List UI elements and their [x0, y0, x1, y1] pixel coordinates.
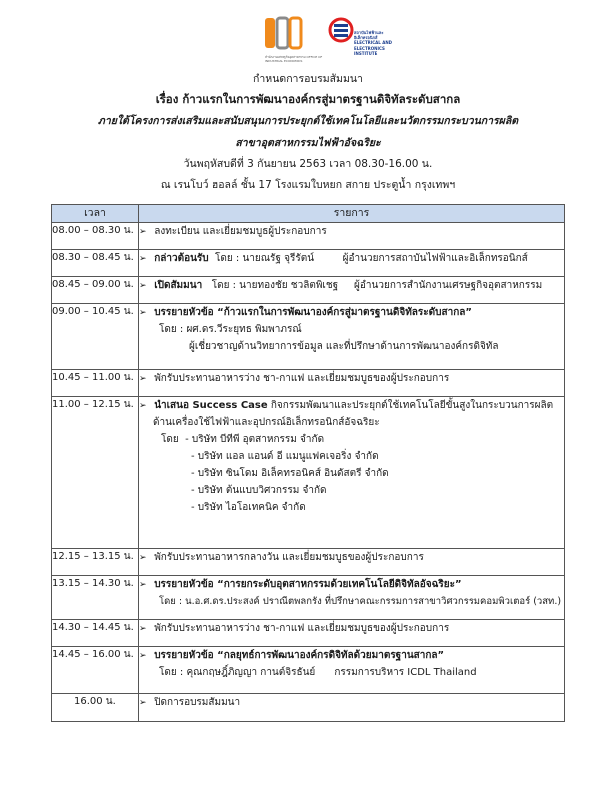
column-header-item: รายการ [139, 205, 565, 223]
arrow-icon: ➢ [139, 308, 147, 318]
project-line: ภายใต้โครงการส่งเสริมและสนับสนุนการประยุกต์ใช้เทคโนโลยีและนวัตกรรมกระบวนการผลิต [97, 115, 519, 127]
agenda-item [139, 277, 565, 304]
agenda-time: 11.00 – 12.15 น. [52, 397, 139, 549]
agenda-table [51, 204, 565, 722]
item-by: โดย [161, 434, 179, 445]
agenda-time: 14.30 – 14.45 น. [52, 620, 139, 647]
agenda-row [52, 549, 565, 576]
eei-logo [328, 16, 398, 68]
company-item: - บริษัท ไอโอเทคนิค จำกัด [191, 502, 306, 513]
item-speaker: โดย : นายทองชัย ชวลิตพิเชฐ [211, 280, 339, 291]
agenda-time: 16.00 น. [52, 694, 139, 722]
item-role: ผู้อำนวยการสถาบันไฟฟ้าและอิเล็กทรอนิกส์ [342, 253, 528, 264]
arrow-icon: ➢ [139, 401, 147, 411]
eei-logo-caption: สถาบันไฟฟ้าและอิเล็กทรอนิกส์ ELECTRICAL AND ELECTRONICS INSTITUTE [354, 30, 392, 56]
page-title: เรื่อง ก้าวแรกในการพัฒนาองค์กรสู่มาตรฐานดิจิทัลระดับสากล [155, 92, 461, 106]
eei-logo-mark [328, 16, 354, 46]
agenda-item [139, 620, 565, 647]
item-role: ผู้อำนวยการสำนักงานเศรษฐกิจอุตสาหกรรม [354, 280, 543, 291]
agenda-time: 10.45 – 11.00 น. [52, 370, 139, 397]
agenda-time: 13.15 – 14.30 น. [52, 576, 139, 620]
arrow-icon: ➢ [139, 553, 147, 563]
agenda-row [52, 694, 565, 722]
agenda-row [52, 397, 565, 549]
arrow-icon: ➢ [139, 580, 147, 590]
arrow-icon: ➢ [139, 227, 147, 237]
agenda-item [139, 647, 565, 694]
agenda-item [139, 304, 565, 370]
oie-logo [263, 16, 325, 68]
arrow-icon: ➢ [139, 374, 147, 384]
company-item: - บริษัท ต้นแบบวิศวกรรม จำกัด [191, 485, 327, 496]
item-speaker: โดย : ผศ.ดร.วีระยุทธ พิมพาภรณ์ [159, 324, 302, 335]
item-text: พักรับประทานอาหารกลางวัน และเยี่ยมชมบูธของผู้ประกอบการ [154, 552, 424, 563]
agenda-time: 08.30 – 08.45 น. [52, 250, 139, 277]
arrow-icon: ➢ [139, 698, 147, 708]
agenda-time: 12.15 – 13.15 น. [52, 549, 139, 576]
logo-bar [0, 14, 616, 72]
oie-logo-caption: สำนักงานเศรษฐกิจอุตสาหกรรม OFFICE OF INDUSTRIAL ECONOMICS [265, 55, 323, 63]
agenda-row [52, 620, 565, 647]
event-venue: ณ เรนโบว์ ฮอลล์ ชั้น 17 โรงแรมใบหยก สกาย ประตูน้ำ กรุงเทพฯ [160, 179, 456, 191]
sector-line: สาขาอุตสาหกรรมไฟฟ้าอัจฉริยะ [235, 137, 381, 149]
agenda-row [52, 304, 565, 370]
arrow-icon: ➢ [139, 624, 147, 634]
item-bold: บรรยายหัวข้อ “การยกระดับอุตสาหกรรมด้วยเทคโนโลยีดิจิทัลอัจฉริยะ” [154, 579, 462, 590]
agenda-item [139, 576, 565, 620]
company-item: - บริษัท บีทีพี อุตสาหกรรม จำกัด [185, 434, 325, 445]
agenda-row [52, 576, 565, 620]
agenda-row [52, 647, 565, 694]
agenda-item [139, 223, 565, 250]
arrow-icon: ➢ [139, 281, 147, 291]
item-text: พักรับประทานอาหารว่าง ชา-กาแฟ และเยี่ยมชมบูธของผู้ประกอบการ [154, 623, 450, 634]
company-item: - บริษัท ซินโดม อิเล็คทรอนิคส์ อินดัสตรี จำกัด [191, 468, 389, 479]
agenda-row [52, 250, 565, 277]
item-speaker: โดย : คุณกฤษฎิ์ภิญญา กานต์จิรธันย์ [159, 667, 316, 678]
arrow-icon: ➢ [139, 651, 147, 661]
arrow-icon: ➢ [139, 254, 147, 264]
oie-logo-mark [263, 16, 303, 52]
item-bold: นำเสนอ Success Case [154, 400, 268, 411]
item-speaker: โดย : นายณรัฐ จุรีรัตน์ [215, 253, 315, 264]
agenda-time: 14.45 – 16.00 น. [52, 647, 139, 694]
column-header-time: เวลา [52, 205, 139, 223]
item-role: กรรมการบริหาร ICDL Thailand [334, 667, 477, 678]
agenda-row [52, 277, 565, 304]
agenda-item [139, 397, 565, 549]
item-text: พักรับประทานอาหารว่าง ชา-กาแฟ และเยี่ยมชมบูธของผู้ประกอบการ [154, 373, 450, 384]
agenda-time: 08.00 – 08.30 น. [52, 223, 139, 250]
item-text-cont: ด้านเครื่องใช้ไฟฟ้าและอุปกรณ์อิเล็กทรอนิกส์อัจฉริยะ [153, 417, 380, 428]
agenda-header-row [52, 205, 565, 223]
agenda-item [139, 370, 565, 397]
schedule-label: กำหนดการอบรมสัมมนา [253, 73, 363, 85]
item-bold: บรรยายหัวข้อ “กลยุทธ์การพัฒนาองค์กรดิจิทัลด้วยมาตรฐานสากล” [154, 650, 445, 661]
event-date: วันพฤหัสบดีที่ 3 กันยายน 2563 เวลา 08.30-16.00 น. [183, 158, 433, 170]
agenda-item [139, 250, 565, 277]
item-role: ผู้เชี่ยวชาญด้านวิทยาการข้อมูล และที่ปรึกษาด้านการพัฒนาองค์กรดิจิทัล [189, 341, 499, 352]
item-text: ปิดการอบรมสัมมนา [154, 697, 241, 708]
item-text: ลงทะเบียน และเยี่ยมชมบูธผู้ประกอบการ [154, 226, 327, 237]
agenda-time: 08.45 – 09.00 น. [52, 277, 139, 304]
agenda-item [139, 694, 565, 722]
agenda-row [52, 223, 565, 250]
document-header [0, 70, 616, 196]
agenda-item [139, 549, 565, 576]
agenda-time: 09.00 – 10.45 น. [52, 304, 139, 370]
item-bold: เปิดสัมมนา [154, 280, 203, 291]
agenda-row [52, 370, 565, 397]
company-item: - บริษัท แอล แอนด์ อี แมนูแฟคเจอริ่ง จำกัด [191, 451, 379, 462]
item-bold: บรรยายหัวข้อ “ก้าวแรกในการพัฒนาองค์กรสู่มาตรฐานดิจิทัลระดับสากล” [154, 307, 472, 318]
item-speaker: โดย : น.อ.ศ.ดร.ประสงค์ ปราณีตพลกรัง ที่ปรึกษาคณะกรรมการสาขาวิศวกรรมคอมพิวเตอร์ (วสท.) [159, 596, 562, 607]
item-text: กิจกรรมพัฒนาและประยุกต์ใช้เทคโนโลยีขั้นสูงในกระบวนการผลิต [270, 400, 554, 411]
item-bold: กล่าวต้อนรับ [154, 253, 209, 264]
